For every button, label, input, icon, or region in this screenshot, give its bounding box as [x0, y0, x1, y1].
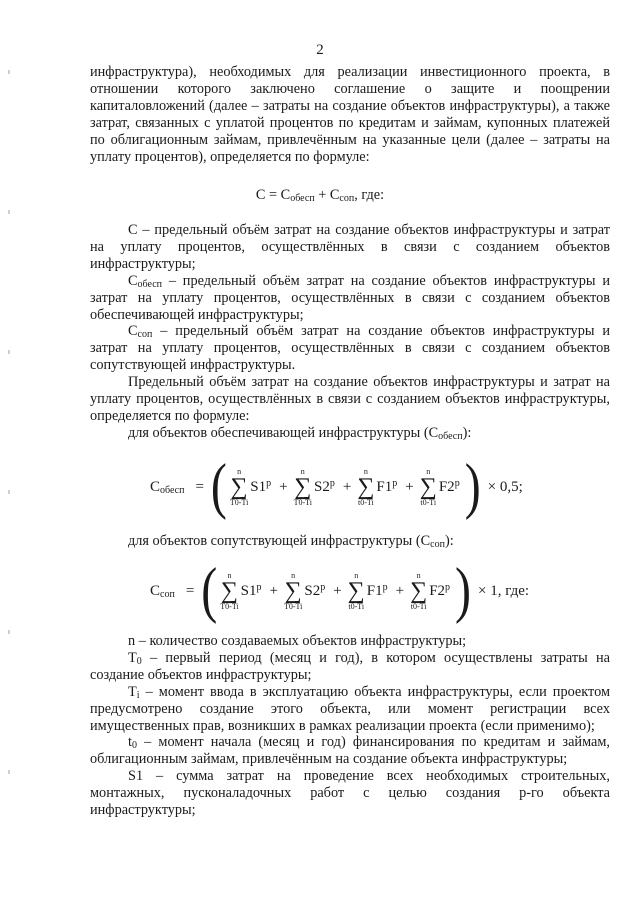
for-obesp-label: для объектов обеспечивающей инфраструктуры $(C_{обесп})$:	[128, 424, 472, 442]
intro-paragraph	[90, 64, 610, 165]
equation-obesp: $C_{обесп}$ = ( n ∑ T0-Ti S1$^p$ + n ∑ T0-Ti S2$^p$ + n ∑ t0-Ti F1$^p$ + n ∑ t0-Ti F2$^p$ ) × 0,5;	[150, 451, 523, 521]
para-limit: Предельный объём затрат на создание объектов инфраструктуры и затрат на уплату процентов, осуществлённых в связи с созданием объектов инфраструктуры, определяется по формуле:	[90, 374, 610, 424]
binding-margin-marks	[8, 0, 10, 905]
def-c-sop: $C_{соп}$ – предельный объём затрат на создание объектов инфраструктуры и затрат на уплату процентов, осуществлённых в связи с созданием объектов сопутствующей инфраструктуры.	[90, 323, 610, 374]
def-c-obesp: $C_{обесп}$ – предельный объём затрат на создание объектов инфраструктуры и затрат на уплату процентов, осуществлённых в связи с созданием объектов обеспечивающей инфраструктуры;	[90, 272, 610, 323]
equation-sop: $C_{соп}$ = ( n ∑ T0-Ti S1$^p$ + n ∑ T0-Ti S2$^p$ + n ∑ t0-Ti F1$^p$ + n ∑ t0-Ti F2$^p$ ) × 1, где:	[150, 555, 530, 625]
sum-s1: n ∑ T0-Ti	[229, 467, 249, 507]
def-c: C – предельный объём затрат на создание объектов инфраструктуры и затрат на уплату процентов, осуществлённых в связи с созданием объектов инфраструктуры;	[90, 222, 610, 272]
page-number: 2	[316, 42, 324, 58]
for-sop-label: для объектов сопутствующей инфраструктуры $(C_{соп})$:	[128, 533, 454, 550]
right-paren: )	[464, 451, 481, 521]
def-ti: $T_i$ – момент ввода в эксплуатацию объекта инфраструктуры, если проектом предусмотрено создание этого объекта, или момент регистрации всех имущественных прав, возникших в рамках реализации проекта (если применимо);	[90, 683, 610, 734]
left-paren: (	[210, 451, 227, 521]
def-s1: S1 – сумма затрат на проведение всех необходимых строительных, монтажных, пусконаладочных работ с целью создания p-го объекта инфраструктуры;	[90, 768, 610, 819]
def-n: n – количество создаваемых объектов инфраструктуры;	[128, 633, 467, 649]
variables-block	[90, 633, 610, 819]
sum-f1: n ∑ t0-Ti	[357, 467, 375, 507]
sop-label-block	[90, 533, 610, 550]
definitions-block	[90, 222, 610, 442]
main-formula: $C = C_{обесп} + C_{соп}$, где:	[255, 187, 385, 204]
para-infrastructure: инфраструктура), необходимых для реализации инвестиционного проекта, в отношении которого заключено соглашение о защите и поощрении капиталовложений (далее – затраты на создание объектов инфраструктуры), а также затрат, связанных с уплатой процентов по кредитам и займам, купонных платежей по облигационным займам, привлечённым на указанные цели (далее – затраты на уплату процентов), определяется по формуле:	[90, 64, 610, 165]
sum-f2: n ∑ t0-Ti	[419, 467, 437, 507]
def-t0-period: $T_0$ – первый период (месяц и год), в котором осуществлены затраты на создание объектов инфраструктуры;	[90, 649, 610, 683]
def-t0-finance: $t_0$ – момент начала (месяц и год) финансирования по кредитам и займам, облигационным займам, привлечённым на создание объекта инфраструктуры;	[90, 734, 610, 768]
sum-s2: n ∑ T0-Ti	[293, 467, 312, 507]
